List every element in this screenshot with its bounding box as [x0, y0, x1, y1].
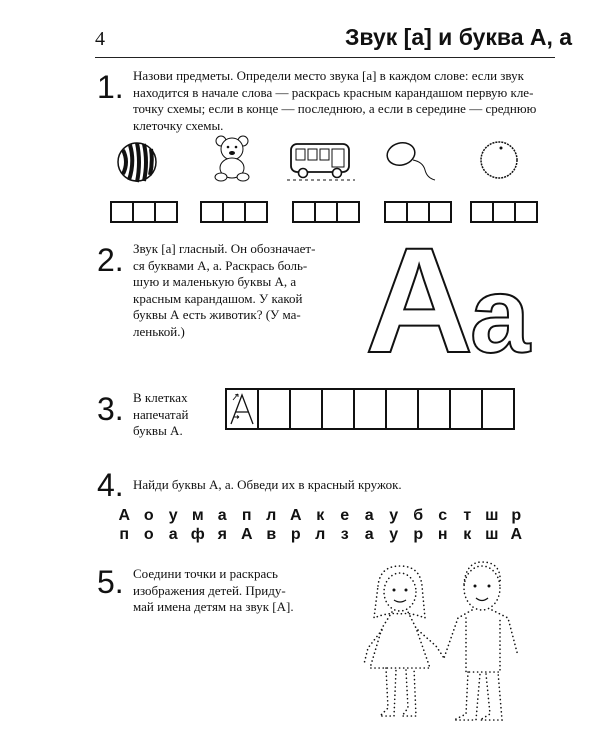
letter-item[interactable]: с [438, 507, 448, 524]
letter-item[interactable]: я [217, 526, 227, 543]
letter-item[interactable]: о [143, 526, 154, 543]
letter-item[interactable]: р [413, 526, 424, 543]
task-5-number: 5. [97, 564, 124, 600]
letter-item[interactable]: л [315, 526, 326, 543]
task-4-text: Найди буквы А, а. Обведи их в красный кружок. [133, 477, 402, 492]
task-2-text [133, 241, 363, 340]
letter-item[interactable]: з [340, 526, 349, 543]
letter-item[interactable]: б [413, 507, 424, 524]
scheme-3[interactable] [294, 201, 360, 223]
task-3-line: напечатай [133, 406, 189, 422]
task-3-text [133, 390, 233, 440]
letter-item[interactable]: п [241, 507, 252, 524]
letter-item[interactable]: ф [190, 526, 205, 543]
letter-item[interactable]: ш [485, 507, 499, 524]
letter-item[interactable]: а [168, 526, 178, 543]
scheme-2[interactable] [202, 201, 268, 223]
letter-item[interactable]: у [168, 507, 178, 524]
task-3-number: 3. [97, 391, 124, 427]
letter-item[interactable]: м [191, 507, 204, 524]
letter-item[interactable]: р [511, 507, 522, 524]
scheme-1[interactable] [112, 201, 178, 223]
dotted-children-illustration[interactable] [340, 548, 540, 738]
letter-item[interactable]: а [364, 507, 374, 524]
task-1-line: клеточку схемы. [133, 117, 224, 133]
page-number: 4 [95, 28, 105, 50]
letter-item[interactable]: т [463, 507, 472, 524]
letter-item[interactable]: п [119, 526, 130, 543]
task-1-line: находится в начале слова — раскрась красным карандашом первую кле- [133, 84, 534, 100]
task-2-line: шую и маленькую буквы А, а [133, 274, 297, 289]
letter-item[interactable]: А [289, 507, 302, 524]
page-title: Звук [а] и буква А, а [345, 24, 573, 50]
task-2-line: ся буквами А, а. Раскрась боль- [133, 257, 308, 273]
letter-item[interactable]: у [389, 526, 399, 543]
scheme-5[interactable] [472, 201, 538, 223]
letter-item[interactable]: р [290, 526, 301, 543]
sample-letter-a [227, 390, 257, 428]
task-2-line: красным карандашом. У какой [133, 290, 303, 306]
bear-icon [210, 133, 255, 183]
task-5-line: изображения детей. Приду- [133, 582, 286, 598]
letter-item[interactable]: к [316, 507, 325, 524]
task-1-number: 1. [97, 69, 124, 105]
big-letter-upper: A [365, 216, 474, 384]
letter-grid[interactable] [227, 388, 515, 430]
letter-item[interactable]: А [240, 526, 253, 543]
letter-row-2 [112, 526, 529, 544]
task-3-line: В клетках [133, 390, 188, 405]
letter-item[interactable]: ш [485, 526, 499, 543]
task-5-line: Соедини точки и раскрась [133, 566, 278, 581]
task-1-line: точку схемы; если в конце — последнюю, а если в середине — среднюю [133, 101, 537, 116]
header-rule [95, 57, 555, 58]
watermelon-icon [115, 140, 160, 185]
task-3-line: буквы А. [133, 423, 183, 438]
letter-item[interactable]: у [389, 507, 399, 524]
task-5-line: май имена детям на звук [А]. [133, 599, 294, 614]
letter-row-1 [112, 507, 529, 525]
task-2-line: буквы А есть животик? (У ма- [133, 307, 301, 322]
bus-icon [287, 140, 357, 185]
letter-item[interactable]: н [437, 526, 448, 543]
letter-item[interactable]: е [340, 507, 350, 524]
letter-item[interactable]: в [266, 526, 277, 543]
big-letter-lower: a [470, 254, 531, 375]
task-1-line: Назови предметы. Определи место звука [а] в каждом слове: если звук [133, 68, 524, 83]
task-5-text [133, 566, 333, 616]
big-letters-outline[interactable] [360, 216, 560, 384]
letter-item[interactable]: а [364, 526, 374, 543]
letter-item[interactable]: А [510, 526, 523, 543]
task-2-number: 2. [97, 242, 124, 278]
balloon-icon [385, 136, 445, 186]
orange-icon [477, 138, 522, 183]
task-4-number: 4. [97, 467, 124, 503]
task-1-text [133, 68, 563, 134]
letter-item[interactable]: а [217, 507, 227, 524]
task-2-line: Звук [а] гласный. Он обозначает- [133, 241, 316, 256]
letter-item[interactable]: л [266, 507, 277, 524]
letter-item[interactable]: к [463, 526, 472, 543]
task-2-line: ленькой.) [133, 323, 185, 339]
letter-item[interactable]: А [118, 507, 131, 524]
letter-item[interactable]: о [143, 507, 154, 524]
